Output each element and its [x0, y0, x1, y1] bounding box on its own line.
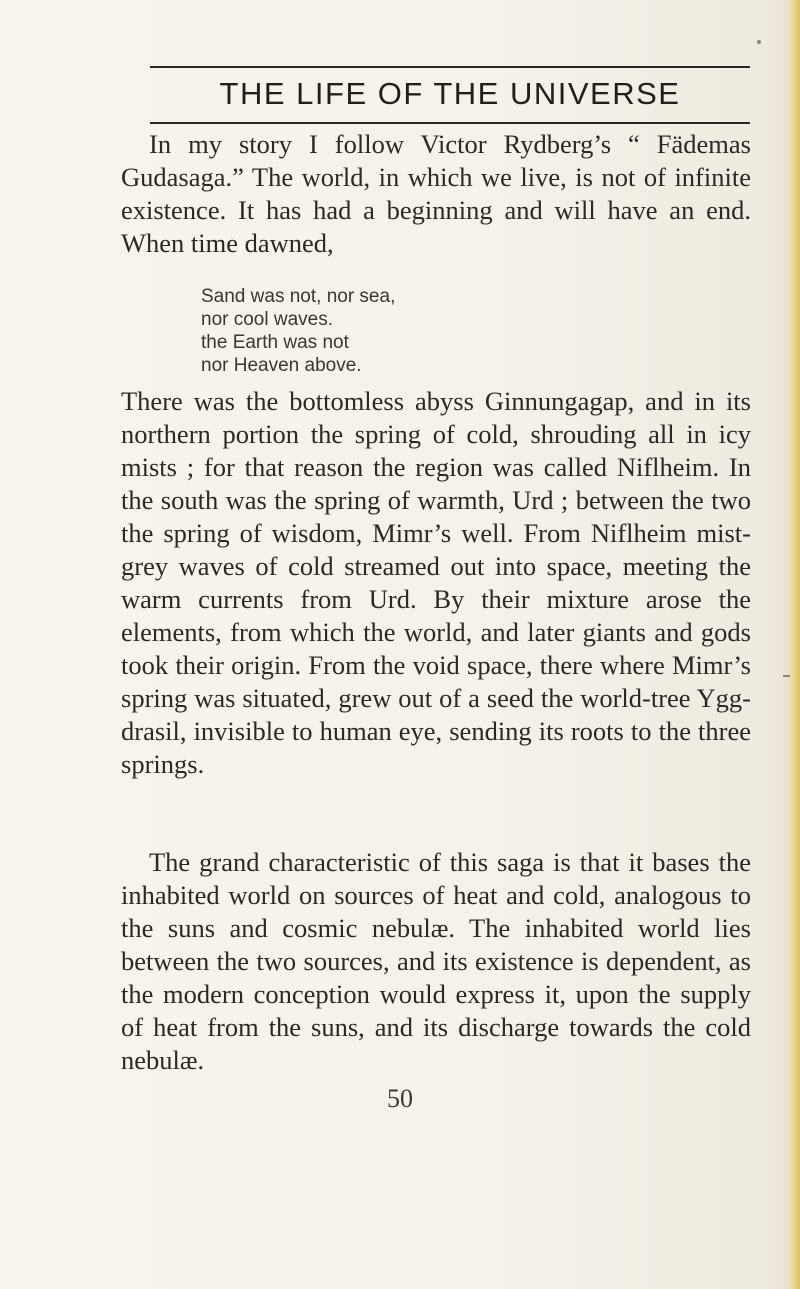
verse-line: nor cool waves.	[201, 309, 334, 330]
paragraph-2: There was the bottomless abyss Ginnungagap, and in its northern portion the spring of cold, shrouding all in icy mists ; for that reason the region was called Niflheim. In the south was the spring of warmth, Urd ; between the two the spring of wisdom, Mimr’s well. From Niflheim mist-grey waves of cold streamed out into space, meeting the warm currents from Urd. By their mixture arose the elements, from which the world, and later giants and gods took their origin. From the void space, there where Mimr’s spring was situated, grew out of a seed the world-tree Ygg-drasil, invisible to human eye, sending its roots to the three springs.	[121, 386, 751, 779]
verse-line: Sand was not, nor sea,	[201, 286, 396, 307]
ink-speck	[783, 675, 790, 677]
paragraph-1: In my story I follow Victor Rydberg’s “ Fädemas Gudasaga.” The world, in which we live, is not of infinite existence. It has had a beginning and will have an end. When time dawned,	[121, 129, 751, 258]
verse-quotation	[201, 285, 395, 377]
page-number: 50	[387, 1084, 413, 1113]
verse-line: the Earth was not	[201, 332, 349, 353]
header-rule-bottom	[150, 122, 750, 124]
ink-speck	[757, 40, 761, 44]
header-rule-top	[150, 66, 750, 68]
running-title: THE LIFE OF THE UNIVERSE	[219, 76, 681, 111]
paragraph-3: The grand characteristic of this saga is that it bases the inhabited world on sources of heat and cold, analogous to the suns and cosmic nebulæ. The inhabited world lies between the two sources, and its existence is dependent, as the modern conception would express it, upon the supply of heat from the suns, and its discharge towards the cold nebulæ.	[121, 847, 751, 1075]
verse-line: nor Heaven above.	[201, 355, 362, 376]
